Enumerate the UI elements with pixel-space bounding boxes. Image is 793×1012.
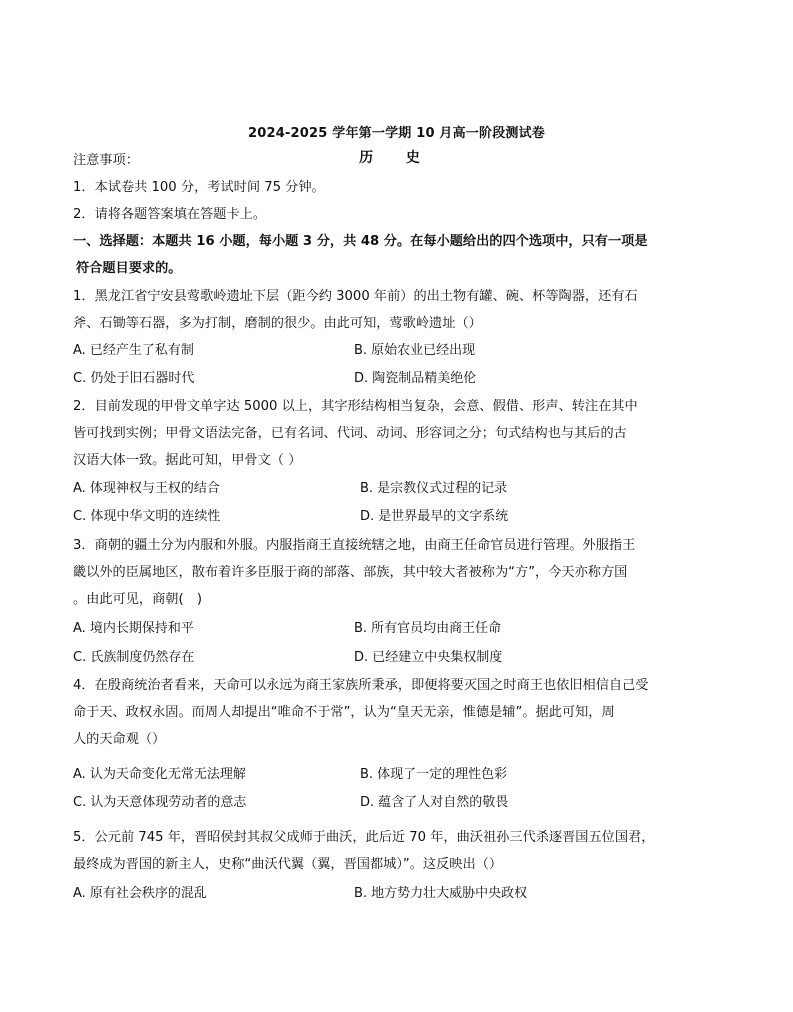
q5-stem-line2: 最终成为晋国的新主人，史称“曲沃代翼（翼，晋国都城）”。这反映出（） [73, 857, 503, 872]
q4-stem-line1: 4．在殷商统治者看来，天命可以永远为商王家族所秉承，即便将要灭国之时商王也依旧相信自己受 [73, 678, 649, 693]
q5-option-a: A. 原有社会秩序的混乱 [73, 886, 207, 901]
section-heading-line1: 一、选择题：本题共 16 小题，每小题 3 分，共 48 分。在每小题给出的四个选项中，只有一项是 [73, 234, 648, 249]
q3-option-c: C. 氏族制度仍然存在 [73, 650, 195, 665]
q2-option-d: D. 是世界最早的文字系统 [360, 509, 509, 524]
q1-option-a: A. 已经产生了私有制 [73, 343, 194, 358]
q3-stem-line3: 。由此可见，商朝( ) [73, 592, 202, 607]
q2-stem-line2: 皆可找到实例；甲骨文语法完备，已有名词、代词、动词、形容词之分；句式结构也与其后的古 [73, 426, 627, 441]
note-item-2: 2．请将各题答案填在答题卡上。 [73, 207, 267, 222]
q2-stem-line3: 汉语大体一致。据此可知，甲骨文（ ） [73, 453, 302, 468]
q1-option-c: C. 仍处于旧石器时代 [73, 371, 195, 386]
q2-stem-line1: 2．目前发现的甲骨文单字达 5000 以上，其字形结构相当复杂，会意、假借、形声、转注在其中 [73, 399, 638, 414]
q1-stem-line2: 斧、石锄等石器，多为打制，磨制的很少。由此可知，莺歌岭遗址（） [73, 316, 482, 331]
exam-title: 2024-2025 学年第一学期 10 月高一阶段测试卷 [247, 126, 546, 141]
q2-option-c: C. 体现中华文明的连续性 [73, 509, 221, 524]
q4-option-a: A. 认为天命变化无常无法理解 [73, 767, 246, 782]
q2-option-a: A. 体现神权与王权的结合 [73, 481, 220, 496]
q3-option-b: B. 所有官员均由商王任命 [354, 621, 502, 636]
q5-option-b: B. 地方势力壮大威胁中央政权 [354, 886, 528, 901]
section-heading-line2: 符合题目要求的。 [76, 261, 182, 276]
q3-option-d: D. 已经建立中央集权制度 [354, 650, 503, 665]
notes-heading: 注意事项： [73, 153, 139, 168]
q4-stem-line3: 人的天命观（） [73, 732, 166, 747]
q3-option-a: A. 境内长期保持和平 [73, 621, 194, 636]
q5-stem-line1: 5．公元前 745 年，晋昭侯封其叔父成师于曲沃，此后近 70 年，曲沃祖孙三代杀逐晋国五位国君， [73, 830, 655, 845]
subject-title: 历 史 [359, 150, 434, 166]
q4-option-c: C. 认为天意体现劳动者的意志 [73, 795, 247, 810]
note-item-1: 1．本试卷共 100 分，考试时间 75 分钟。 [73, 180, 325, 195]
q1-option-d: D. 陶瓷制品精美绝伦 [354, 371, 477, 386]
q4-stem-line2: 命于天、政权永固。而周人却提出“唯命不于常”，认为“皇天无亲，惟德是辅”。据此可知，周 [73, 705, 615, 720]
q1-option-b: B. 原始农业已经出现 [354, 343, 476, 358]
q3-stem-line2: 畿以外的臣属地区，散布着许多臣服于商的部落、部族，其中较大者被称为“方”，今天亦称方国 [73, 565, 628, 580]
q4-option-d: D. 蕴含了人对自然的敬畏 [360, 795, 509, 810]
q2-option-b: B. 是宗教仪式过程的记录 [360, 481, 508, 496]
q4-option-b: B. 体现了一定的理性色彩 [360, 767, 508, 782]
q3-stem-line1: 3．商朝的疆土分为内服和外服。内服指商王直接统辖之地，由商王任命官员进行管理。外服指王 [73, 538, 636, 553]
q1-stem-line1: 1．黑龙江省宁安县莺歌岭遗址下层（距今约 3000 年前）的出土物有罐、碗、杯等陶器，还有石 [73, 289, 638, 304]
